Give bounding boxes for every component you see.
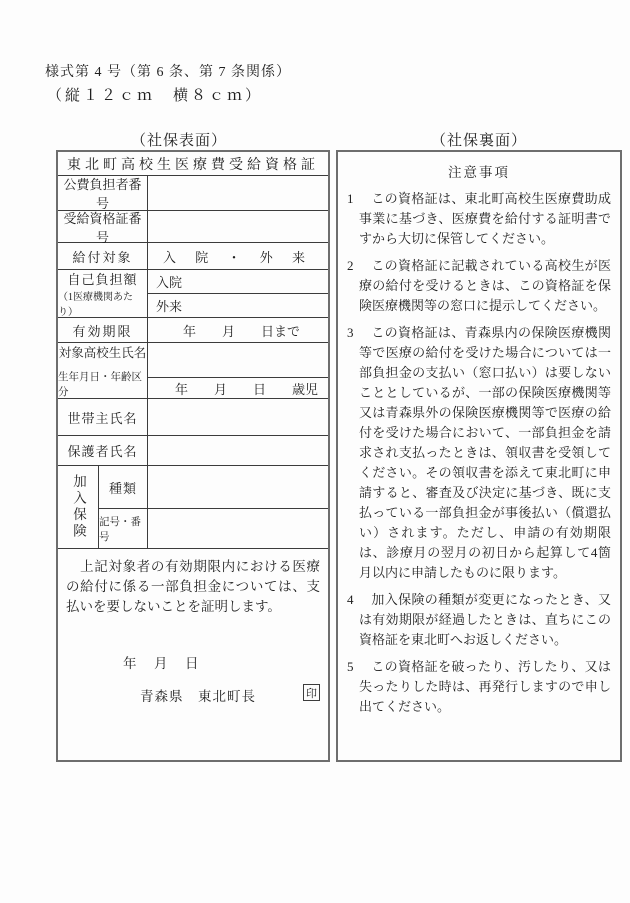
student-name-label: 対象高校生氏名 — [58, 345, 147, 360]
note-number: 2 — [347, 258, 354, 273]
guardian-value — [148, 436, 328, 465]
benefit-target-label: 給付対象 — [58, 243, 148, 269]
copay-label: 自己負担額 — [67, 272, 138, 287]
note-number: 4 — [347, 592, 354, 607]
certification-statement: 上記対象者の有効期限内における医療の給付に係る一部負担金については、支払いを要しないことを証明します。 — [66, 559, 320, 614]
student-values — [148, 343, 328, 398]
notes-title: 注意事項 — [448, 165, 510, 180]
student-name-value — [148, 343, 328, 378]
note-number: 5 — [347, 659, 354, 674]
copay-row — [58, 270, 328, 318]
certificate-title: 東北町高校生医療費受給資格証 — [58, 152, 328, 176]
guardian-row — [58, 436, 328, 466]
outpatient-copay-cell — [148, 294, 328, 317]
seal-mark: 印 — [303, 684, 320, 701]
certificate-front-panel — [56, 150, 330, 762]
birth-label: 生年月日・年齢区分 — [58, 371, 142, 398]
copay-values — [148, 270, 328, 317]
expiry-value: 年 月 日まで — [182, 323, 300, 339]
insurance-row — [58, 466, 328, 549]
note-item-3 — [347, 323, 611, 583]
cert-number-value — [148, 211, 328, 242]
note-item-4 — [347, 590, 611, 650]
back-side-caption: （社保裏面） — [430, 133, 527, 149]
birth-value: 年 月 日 歳児 — [174, 381, 318, 397]
note-text: この資格証は、青森県内の保険医療機関等で医療の給付を受けた場合については一部負担金の支払い（窓口払い）は要しないこととしているが、一部の保険医療機関等又は青森県外の保険医療機関等で医療の給付を受けた場合において、一部負担金を請求され支払ったときは、領収書を受領してください。その領収書を添えて東北町に申請すると、審査及び決定に基づき、既に支払っている一部負担金が事後払い（償還払い）されます。ただし、申請の有効期限は、診療月の翌月の初日から起算して4箇月以内に申請したものに限ります。 — [359, 325, 611, 580]
certification-section — [58, 549, 328, 760]
note-text: 加入保険の種類が変更になったとき、又は有効期限が経過したときは、直ちにこの資格証を東北町へお返しください。 — [359, 592, 611, 647]
form-size-line: （縦１２ｃｍ 横８ｃｍ） — [47, 88, 264, 104]
inpatient-copay-cell — [148, 270, 328, 294]
insurance-label-cell — [58, 466, 99, 548]
outpatient-label: 外来 — [156, 299, 183, 314]
guardian-label: 保護者氏名 — [58, 436, 148, 465]
insurance-number-label: 記号・番号 — [99, 516, 141, 543]
expiry-label: 有効期限 — [58, 318, 148, 342]
insurance-type-label: 種類 — [99, 466, 147, 509]
householder-value — [148, 399, 328, 435]
insurance-sublabels — [99, 466, 148, 548]
payer-number-value — [148, 176, 328, 210]
inpatient-label: 入院 — [156, 275, 183, 290]
payer-number-row — [58, 176, 328, 211]
student-row — [58, 343, 328, 399]
note-item-2 — [347, 256, 611, 316]
certificate-back-panel — [336, 150, 622, 762]
householder-row — [58, 399, 328, 436]
copay-label-cell — [58, 270, 148, 317]
expiry-row — [58, 318, 328, 343]
front-side-caption: （社保表面） — [130, 133, 227, 149]
note-number: 1 — [347, 191, 354, 206]
benefit-target-value: 入 院 ・ 外 来 — [162, 249, 313, 265]
note-item-1 — [347, 189, 611, 249]
cert-number-label: 受給資格証番号 — [58, 211, 148, 242]
insurance-label: 加入保険 — [71, 474, 86, 540]
cert-number-row — [58, 211, 328, 243]
copay-sublabel: （1医療機関あたり） — [58, 292, 133, 318]
note-text: この資格証を破ったり、汚したり、又は失ったりした時は、再発行しますので申し出てください。 — [359, 659, 611, 714]
benefit-target-row — [58, 243, 328, 270]
form-number-line: 様式第 4 号（第 6 条、第 7 条関係） — [45, 65, 291, 80]
issue-date-line: 年 月 日 — [123, 656, 201, 671]
note-number: 3 — [347, 325, 354, 340]
payer-number-label: 公費負担者番号 — [58, 176, 148, 210]
insurance-values — [148, 466, 328, 548]
student-label-cell — [58, 343, 148, 398]
note-item-5 — [347, 657, 611, 717]
note-text: この資格証に記載されている高校生が医療の給付を受けるときは、この資格証を保険医療機関等の窓口に提示してください。 — [359, 258, 611, 313]
householder-label: 世帯主氏名 — [58, 399, 148, 435]
insurance-number-value — [148, 509, 328, 548]
issuer-name: 青森県 東北町長 — [140, 689, 256, 704]
note-text: この資格証は、東北町高校生医療費助成事業に基づき、医療費を給付する証明書ですから大切に保管してください。 — [359, 191, 611, 246]
insurance-type-value — [148, 466, 328, 509]
